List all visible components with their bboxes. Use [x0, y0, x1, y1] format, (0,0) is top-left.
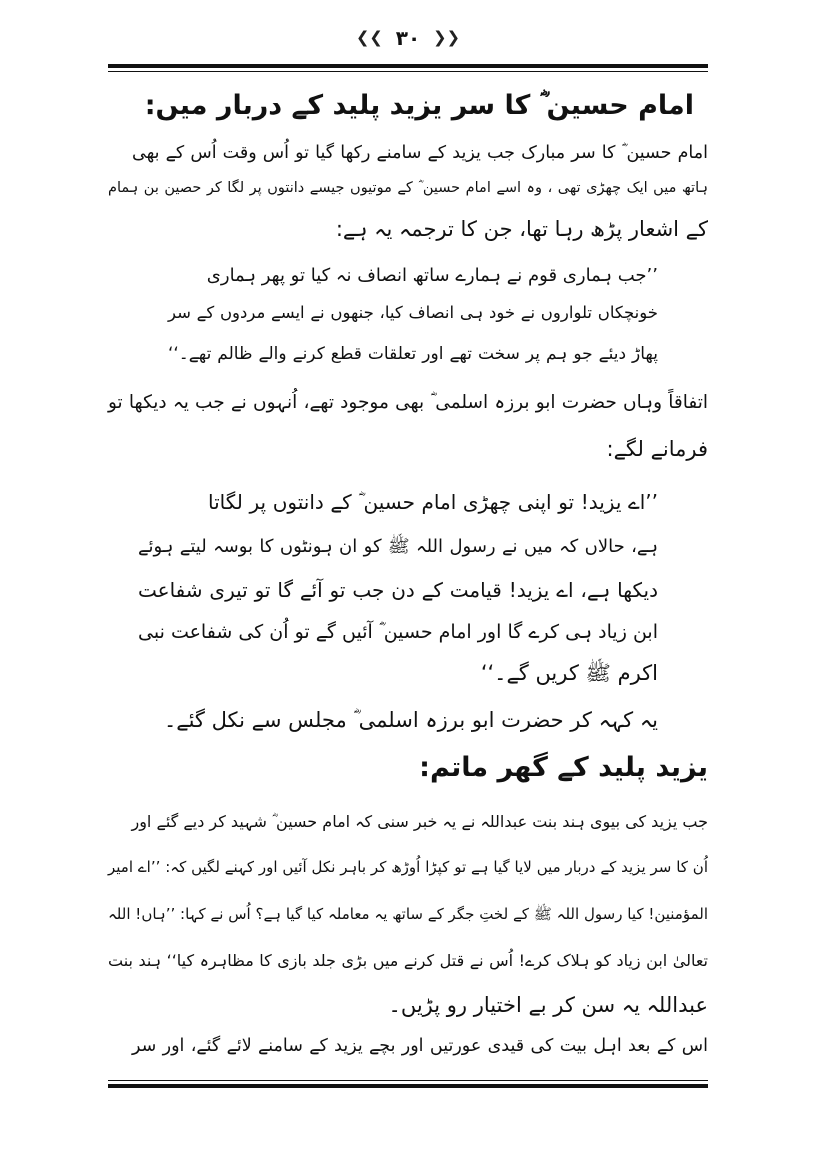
top-rule-thin	[108, 71, 708, 72]
quote-2-line-1: ’’اے یزید! تو اپنی چھڑی امام حسین ؓ کے دانتوں پر لگاتا	[208, 490, 658, 514]
quote-2-line-4: ابن زیاد ہی کرے گا اور امام حسین ؓ آئیں گے تو اُن کی شفاعت نبی	[138, 621, 658, 643]
paragraph-4-line-2: اُن کا سر یزید کے دربار میں لایا گیا ہے تو کپڑا اُوڑھ کر باہر نکل آئیں اور کہنے لگیں کہ: ’’اے امیر	[108, 858, 708, 876]
section-heading-2: یزید پلید کے گھر ماتم:	[419, 752, 708, 783]
paragraph-5: اس کے بعد اہل بیت کی قیدی عورتیں اور بچے یزید کے سامنے لائے گئے، اور سر	[132, 1036, 708, 1056]
quote-1-line-1: ’’جب ہماری قوم نے ہمارے ساتھ انصاف نہ کیا تو پھر ہماری	[206, 265, 658, 286]
quote-2-line-2: ہے، حالاں کہ میں نے رسول اللہ ﷺ کو ان ہونٹوں کا بوسہ لیتے ہوئے	[138, 536, 658, 557]
paragraph-2-line-1: اتفاقاً وہاں حضرت ابو برزہ اسلمی ؓ بھی موجود تھے، اُنہوں نے جب یہ دیکھا تو	[108, 392, 708, 413]
quote-1-line-2: خونچکاں تلواروں نے خود ہی انصاف کیا، جنھوں نے ایسے مردوں کے سر	[168, 303, 658, 322]
ornament-right-icon: ❯❯	[433, 27, 460, 47]
paragraph-1-line-2: ہاتھ میں ایک چھڑی تھی ، وہ اسے امام حسین ؓ کے موتیوں جیسے دانتوں پر لگا کر حصین بن ہمام	[108, 180, 708, 196]
page-number: ۳۰	[395, 25, 421, 50]
quote-2-line-5: اکرم ﷺ کریں گے۔‘‘	[480, 661, 658, 685]
paragraph-4-line-1: جب یزید کی بیوی ہند بنت عبداللہ نے یہ خبر سنی کہ امام حسین ؓ شہید کر دیے گئے اور	[131, 812, 708, 831]
page-number-ornament	[0, 22, 816, 52]
paragraph-4-line-3: المؤمنین! کیا رسول اللہ ﷺ کے لختِ جگر کے ساتھ یہ معاملہ کیا گیا ہے؟ اُس نے کہا: ’’ہاں! اللہ	[108, 905, 708, 923]
bottom-rule-thick	[108, 1084, 708, 1088]
quote-1-line-3: پھاڑ دیئے جو ہم پر سخت تھے اور تعلقات قطع کرنے والے ظالم تھے۔‘‘	[168, 344, 658, 364]
paragraph-2-line-2: فرمانے لگے:	[606, 437, 708, 461]
bottom-rule-thin	[108, 1080, 708, 1081]
paragraph-4-line-4: تعالیٰ ابن زیاد کو ہلاک کرے! اُس نے قتل کرنے میں بڑی جلد بازی کا مظاہرہ کیا‘‘ ہند بنت	[108, 951, 708, 970]
paragraph-3: یہ کہہ کر حضرت ابو برزہ اسلمی ؓ مجلس سے نکل گئے۔	[163, 708, 658, 732]
ornament-left-icon: ❮❮	[356, 27, 383, 47]
section-heading-1: امام حسین ؓ کا سر یزید پلید کے دربار میں:	[144, 90, 694, 121]
top-rule-thick	[108, 64, 708, 68]
paragraph-1-line-1: امام حسین ؓ کا سر مبارک جب یزید کے سامنے رکھا گیا تو اُس وقت اُس کے بھی	[132, 143, 708, 163]
quote-2-line-3: دیکھا ہے، اے یزید! قیامت کے دن جب تو آئے گا تو تیری شفاعت	[138, 578, 658, 602]
paragraph-4-line-5: عبداللہ یہ سن کر بے اختیار رو پڑیں۔	[388, 993, 708, 1017]
paragraph-1-line-3: کے اشعار پڑھ رہا تھا، جن کا ترجمہ یہ ہے:	[335, 217, 708, 241]
